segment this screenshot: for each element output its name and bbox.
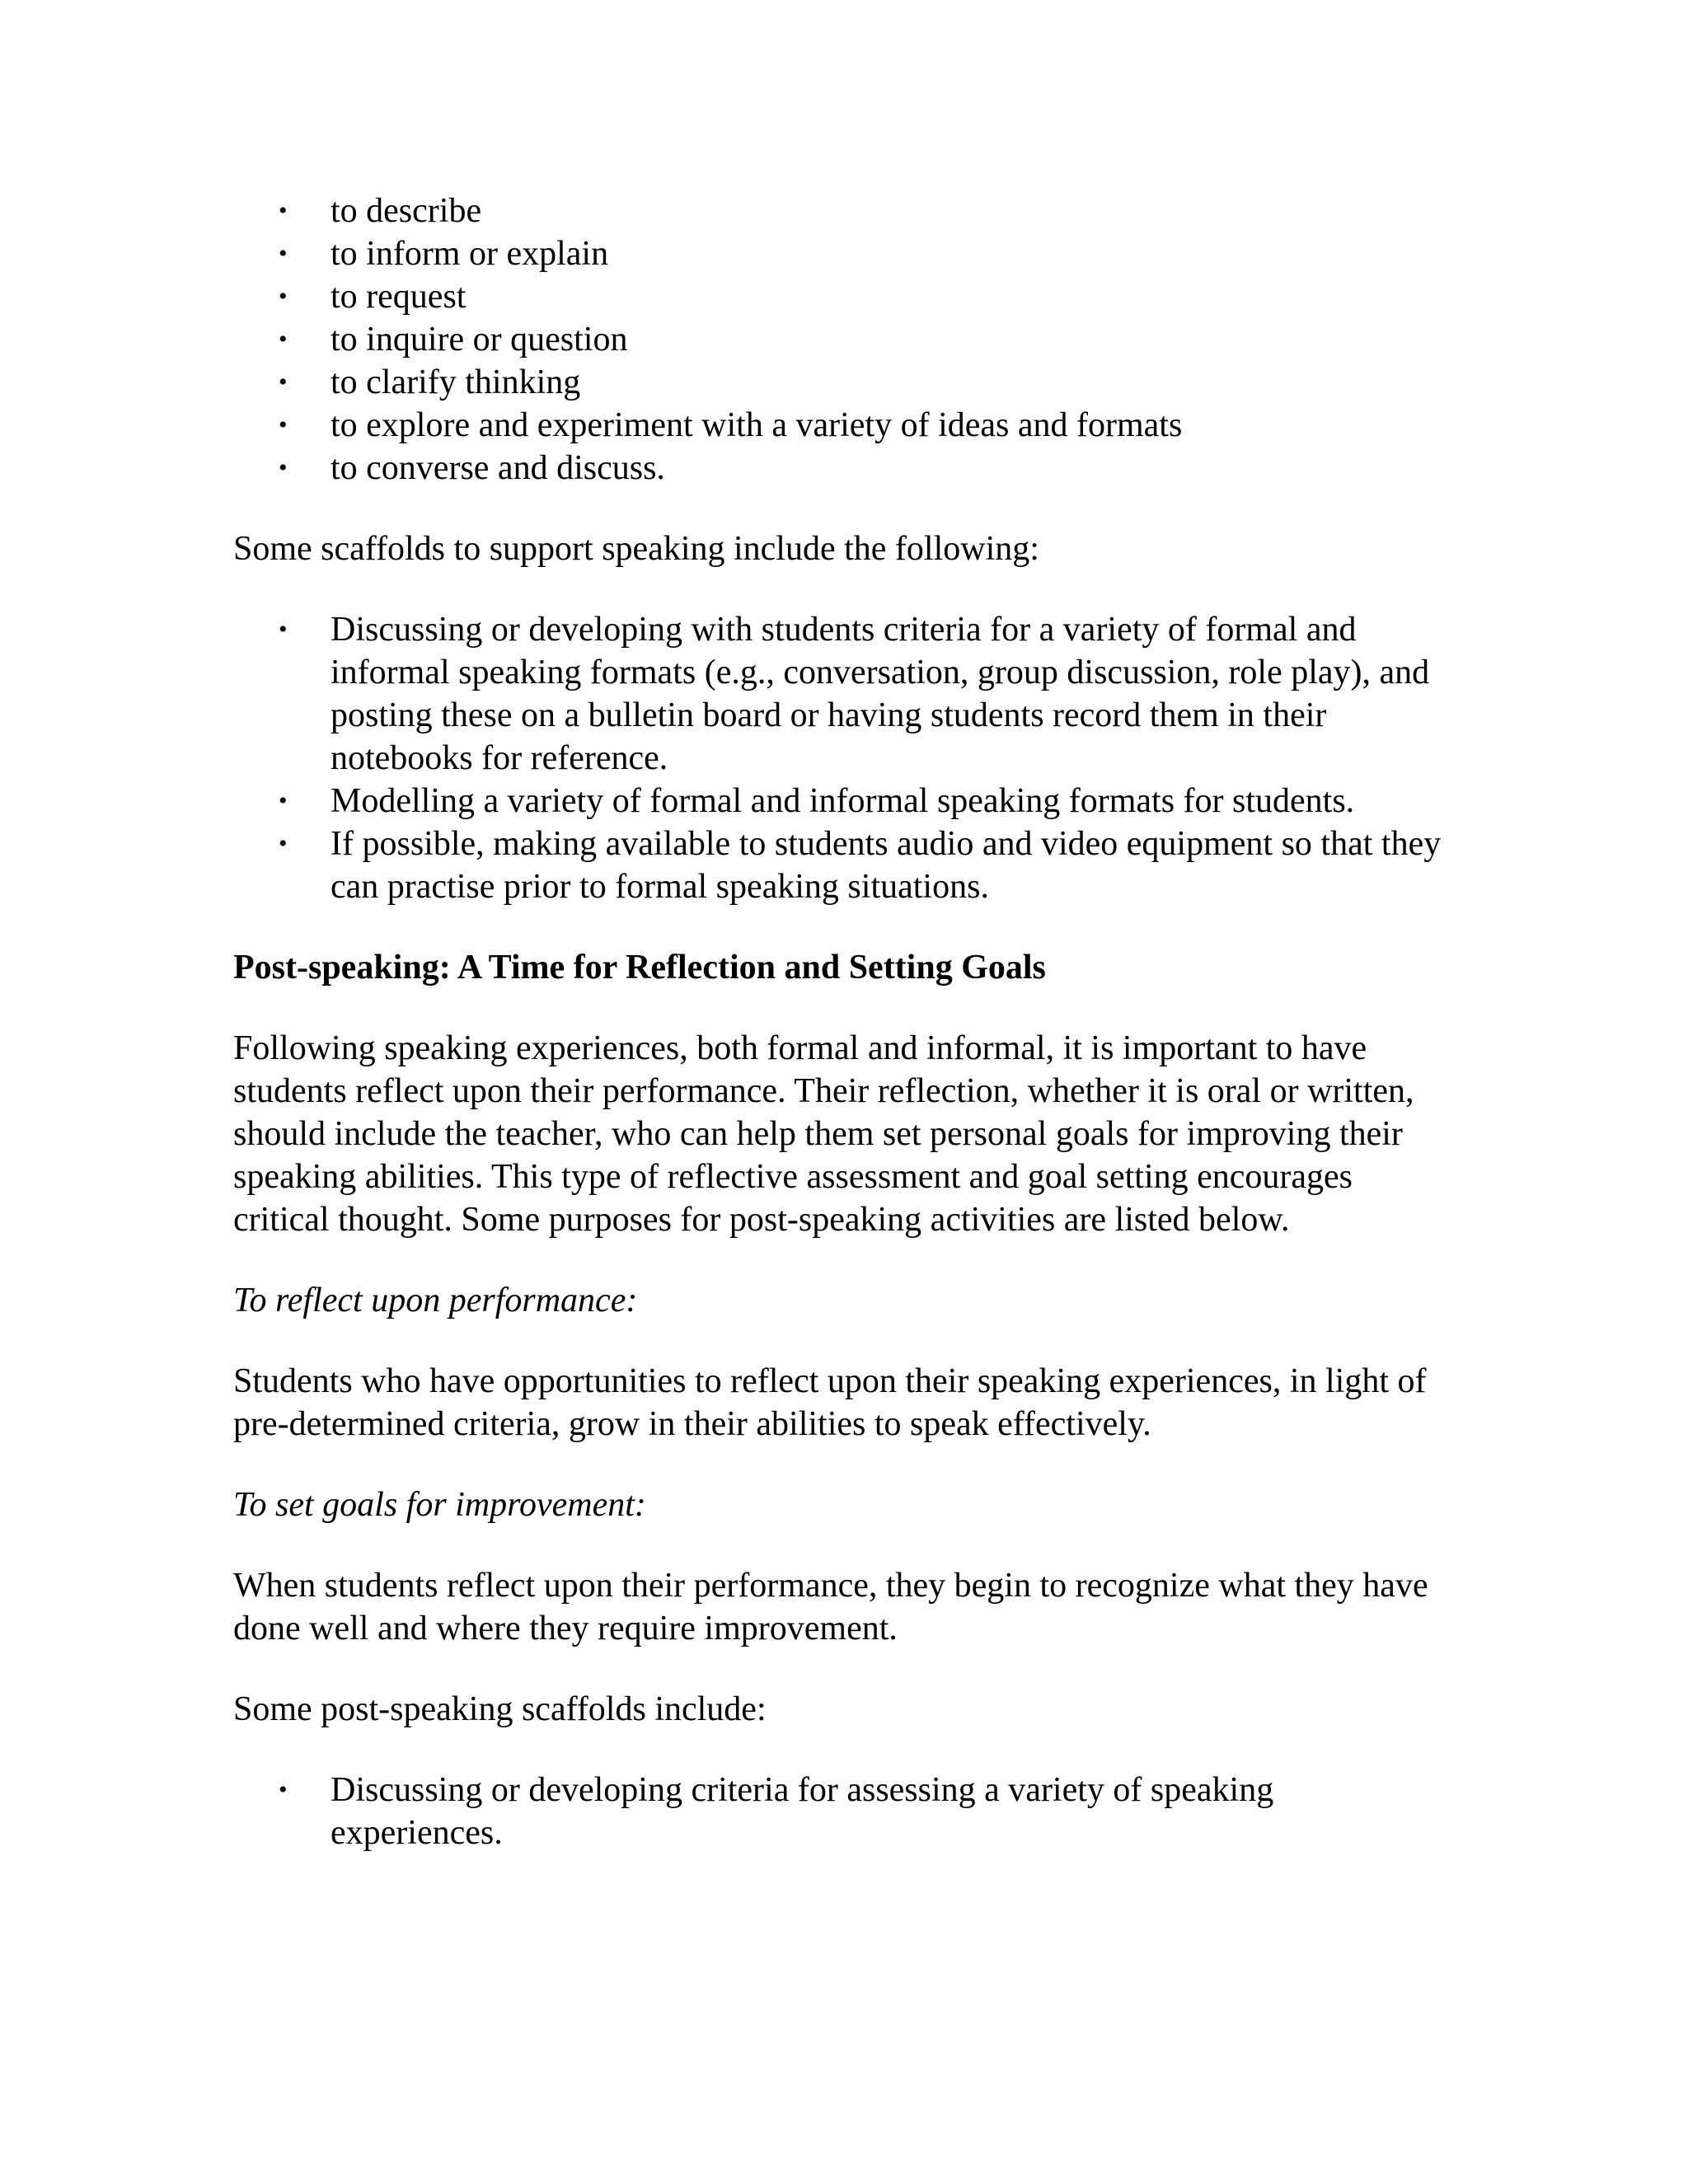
list-item: • to inquire or question bbox=[233, 318, 1470, 361]
list-item: • If possible, making available to students audio and video equipment so that they can practise prior to formal speaking situations. bbox=[233, 823, 1453, 908]
reflect-subheading: To reflect upon performance: bbox=[233, 1282, 638, 1319]
bullet-icon: • bbox=[279, 1776, 288, 1803]
list-item: • to inform or explain bbox=[233, 232, 1470, 275]
goals-paragraph: When students reflect upon their performance, they begin to recognize what they have done well and where they require improvement. bbox=[233, 1567, 1428, 1647]
section-heading: Post-speaking: A Time for Reflection and Setting Goals bbox=[233, 949, 1046, 987]
reflect-paragraph: Students who have opportunities to reflect upon their speaking experiences, in light of pre-determined criteria, grow in their abilities to speak effectively. bbox=[233, 1362, 1427, 1443]
list-item: • Modelling a variety of formal and informal speaking formats for students. bbox=[233, 780, 1453, 823]
list-item: • to request bbox=[233, 275, 1470, 318]
bullet-icon: • bbox=[279, 454, 288, 481]
list-item: • Discussing or developing with students criteria for a variety of formal and informal speaking formats (e.g., conversation, group discussion, role play), and posting these on a bulletin board or having students record them in their notebooks for reference. bbox=[233, 608, 1453, 780]
scaffolds-intro: Some scaffolds to support speaking include the following: bbox=[233, 530, 1039, 568]
document-page bbox=[233, 190, 1470, 1854]
bullet-icon: • bbox=[279, 616, 288, 643]
scaffolds-list bbox=[233, 608, 1453, 908]
purposes-list bbox=[233, 190, 1470, 490]
bullet-icon: • bbox=[279, 411, 288, 438]
bullet-icon: • bbox=[279, 830, 288, 857]
post-scaffolds-intro: Some post-speaking scaffolds include: bbox=[233, 1690, 767, 1728]
bullet-icon: • bbox=[279, 787, 288, 814]
bullet-icon: • bbox=[279, 197, 288, 224]
post-scaffolds-list bbox=[233, 1769, 1404, 1854]
list-item: • to converse and discuss. bbox=[233, 447, 1470, 490]
list-item: • to explore and experiment with a variety of ideas and formats bbox=[233, 404, 1470, 447]
bullet-icon: • bbox=[279, 240, 288, 267]
bullet-icon: • bbox=[279, 283, 288, 310]
post-paragraph: Following speaking experiences, both formal and informal, it is important to have students reflect upon their performance. Their reflection, whether it is oral or written, should include the teacher, who can help them set personal goals for improving their speaking abilities. This type of reflective assessment and goal setting encourages critical thought. Some purposes for post-speaking activities are listed below. bbox=[233, 1029, 1414, 1239]
bullet-icon: • bbox=[279, 326, 288, 353]
bullet-icon: • bbox=[279, 368, 288, 396]
list-item: • to clarify thinking bbox=[233, 361, 1470, 404]
goals-subheading: To set goals for improvement: bbox=[233, 1486, 646, 1524]
list-item: • Discussing or developing criteria for assessing a variety of speaking experiences. bbox=[233, 1769, 1404, 1854]
list-item: • to describe bbox=[233, 190, 1470, 232]
